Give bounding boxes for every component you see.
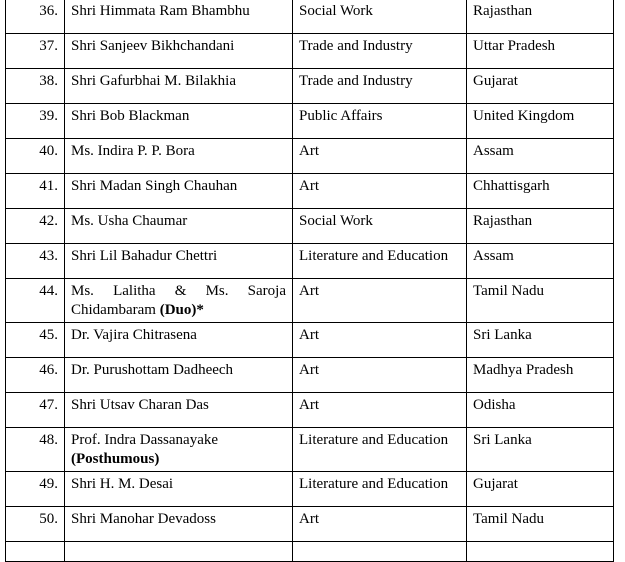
field-cell: Social Work: [293, 0, 467, 34]
field-cell: Trade and Industry: [293, 69, 467, 104]
field-cell: Art: [293, 393, 467, 428]
state-country-cell: Tamil Nadu: [467, 279, 614, 323]
serial-number: 36.: [6, 0, 65, 34]
serial-number: 49.: [6, 472, 65, 507]
serial-number: 38.: [6, 69, 65, 104]
awardee-name: [65, 139, 293, 174]
state-country-cell: Sri Lanka: [467, 323, 614, 358]
field-cell: [293, 542, 467, 562]
state-country-cell: Assam: [467, 244, 614, 279]
awardee-name: [65, 244, 293, 279]
field-cell: Literature and Education: [293, 244, 467, 279]
serial-number: 41.: [6, 174, 65, 209]
state-country-cell: Gujarat: [467, 472, 614, 507]
awardee-name-text: Shri Gafurbhai M. Bilakhia: [71, 73, 236, 89]
awardee-name-text: Shri Lil Bahadur Chettri: [71, 248, 218, 264]
awardees-table: [5, 0, 614, 562]
table-row: [6, 393, 614, 428]
awardee-name: [65, 0, 293, 34]
awardee-name: [65, 69, 293, 104]
awardee-name-text: Shri Sanjeev Bikhchandani: [71, 38, 235, 54]
awardee-name: [65, 174, 293, 209]
awardee-name-text: Dr. Purushottam Dadheech: [71, 362, 234, 378]
serial-number: 46.: [6, 358, 65, 393]
table-row: [6, 542, 614, 562]
state-country-cell: Sri Lanka: [467, 428, 614, 472]
awardee-name: [65, 34, 293, 69]
awardee-name: [65, 393, 293, 428]
field-cell: Literature and Education: [293, 472, 467, 507]
awardee-name: [65, 472, 293, 507]
awardee-name: [65, 323, 293, 358]
table-row: [6, 104, 614, 139]
awardee-name-text: Shri H. M. Desai: [71, 476, 174, 492]
table-row: [6, 0, 614, 34]
awardee-name: [65, 542, 293, 562]
awardee-name-text: Ms. Usha Chaumar: [71, 213, 188, 229]
awardee-name-text: Prof. Indra Dassanayake: [71, 432, 219, 448]
serial-number: 44.: [6, 279, 65, 323]
state-country-cell: Uttar Pradesh: [467, 34, 614, 69]
awardee-name-text: Shri Madan Singh Chauhan: [71, 178, 238, 194]
field-cell: Art: [293, 358, 467, 393]
serial-number: 40.: [6, 139, 65, 174]
table-row: [6, 34, 614, 69]
awardee-name-text: Shri Utsav Charan Das: [71, 397, 209, 413]
serial-number: 37.: [6, 34, 65, 69]
field-cell: Public Affairs: [293, 104, 467, 139]
awardee-name-text: Shri Himmata Ram Bhambhu: [71, 3, 250, 19]
awardee-name-text: Shri Bob Blackman: [71, 108, 190, 124]
awardee-qualifier: (Posthumous): [71, 451, 160, 467]
table-row: [6, 428, 614, 472]
field-cell: Trade and Industry: [293, 34, 467, 69]
awardee-qualifier: (Duo)*: [159, 302, 204, 318]
table-row: [6, 323, 614, 358]
table-row: [6, 209, 614, 244]
awardee-name: [65, 428, 293, 472]
field-cell: Social Work: [293, 209, 467, 244]
serial-number: 47.: [6, 393, 65, 428]
field-cell: Literature and Education: [293, 428, 467, 472]
awardee-name-text: Dr. Vajira Chitrasena: [71, 327, 197, 343]
serial-number: [6, 542, 65, 562]
table-row: [6, 244, 614, 279]
table-row: [6, 507, 614, 542]
serial-number: 45.: [6, 323, 65, 358]
awardee-name: [65, 104, 293, 139]
awardee-name-text: Ms. Indira P. P. Bora: [71, 143, 195, 159]
serial-number: 39.: [6, 104, 65, 139]
field-cell: Art: [293, 323, 467, 358]
awardee-name-text: Ms. Lalitha & Ms. Saroja Chidambaram: [71, 283, 286, 318]
state-country-cell: Rajasthan: [467, 209, 614, 244]
table-row: [6, 69, 614, 104]
field-cell: Art: [293, 139, 467, 174]
state-country-cell: Gujarat: [467, 69, 614, 104]
serial-number: 43.: [6, 244, 65, 279]
state-country-cell: Rajasthan: [467, 0, 614, 34]
field-cell: Art: [293, 279, 467, 323]
serial-number: 42.: [6, 209, 65, 244]
awardee-name: [65, 507, 293, 542]
serial-number: 50.: [6, 507, 65, 542]
awardee-name: [65, 358, 293, 393]
table-row: [6, 472, 614, 507]
state-country-cell: Odisha: [467, 393, 614, 428]
state-country-cell: Chhattisgarh: [467, 174, 614, 209]
awardees-table-body: [6, 0, 614, 562]
table-row: [6, 358, 614, 393]
serial-number: 48.: [6, 428, 65, 472]
state-country-cell: United Kingdom: [467, 104, 614, 139]
awardee-name-text: Shri Manohar Devadoss: [71, 511, 216, 527]
state-country-cell: Madhya Pradesh: [467, 358, 614, 393]
awardee-name: [65, 209, 293, 244]
field-cell: Art: [293, 507, 467, 542]
table-row: [6, 139, 614, 174]
field-cell: Art: [293, 174, 467, 209]
awardee-name: [65, 279, 293, 323]
state-country-cell: Assam: [467, 139, 614, 174]
table-row: [6, 279, 614, 323]
state-country-cell: Tamil Nadu: [467, 507, 614, 542]
table-row: [6, 174, 614, 209]
state-country-cell: [467, 542, 614, 562]
